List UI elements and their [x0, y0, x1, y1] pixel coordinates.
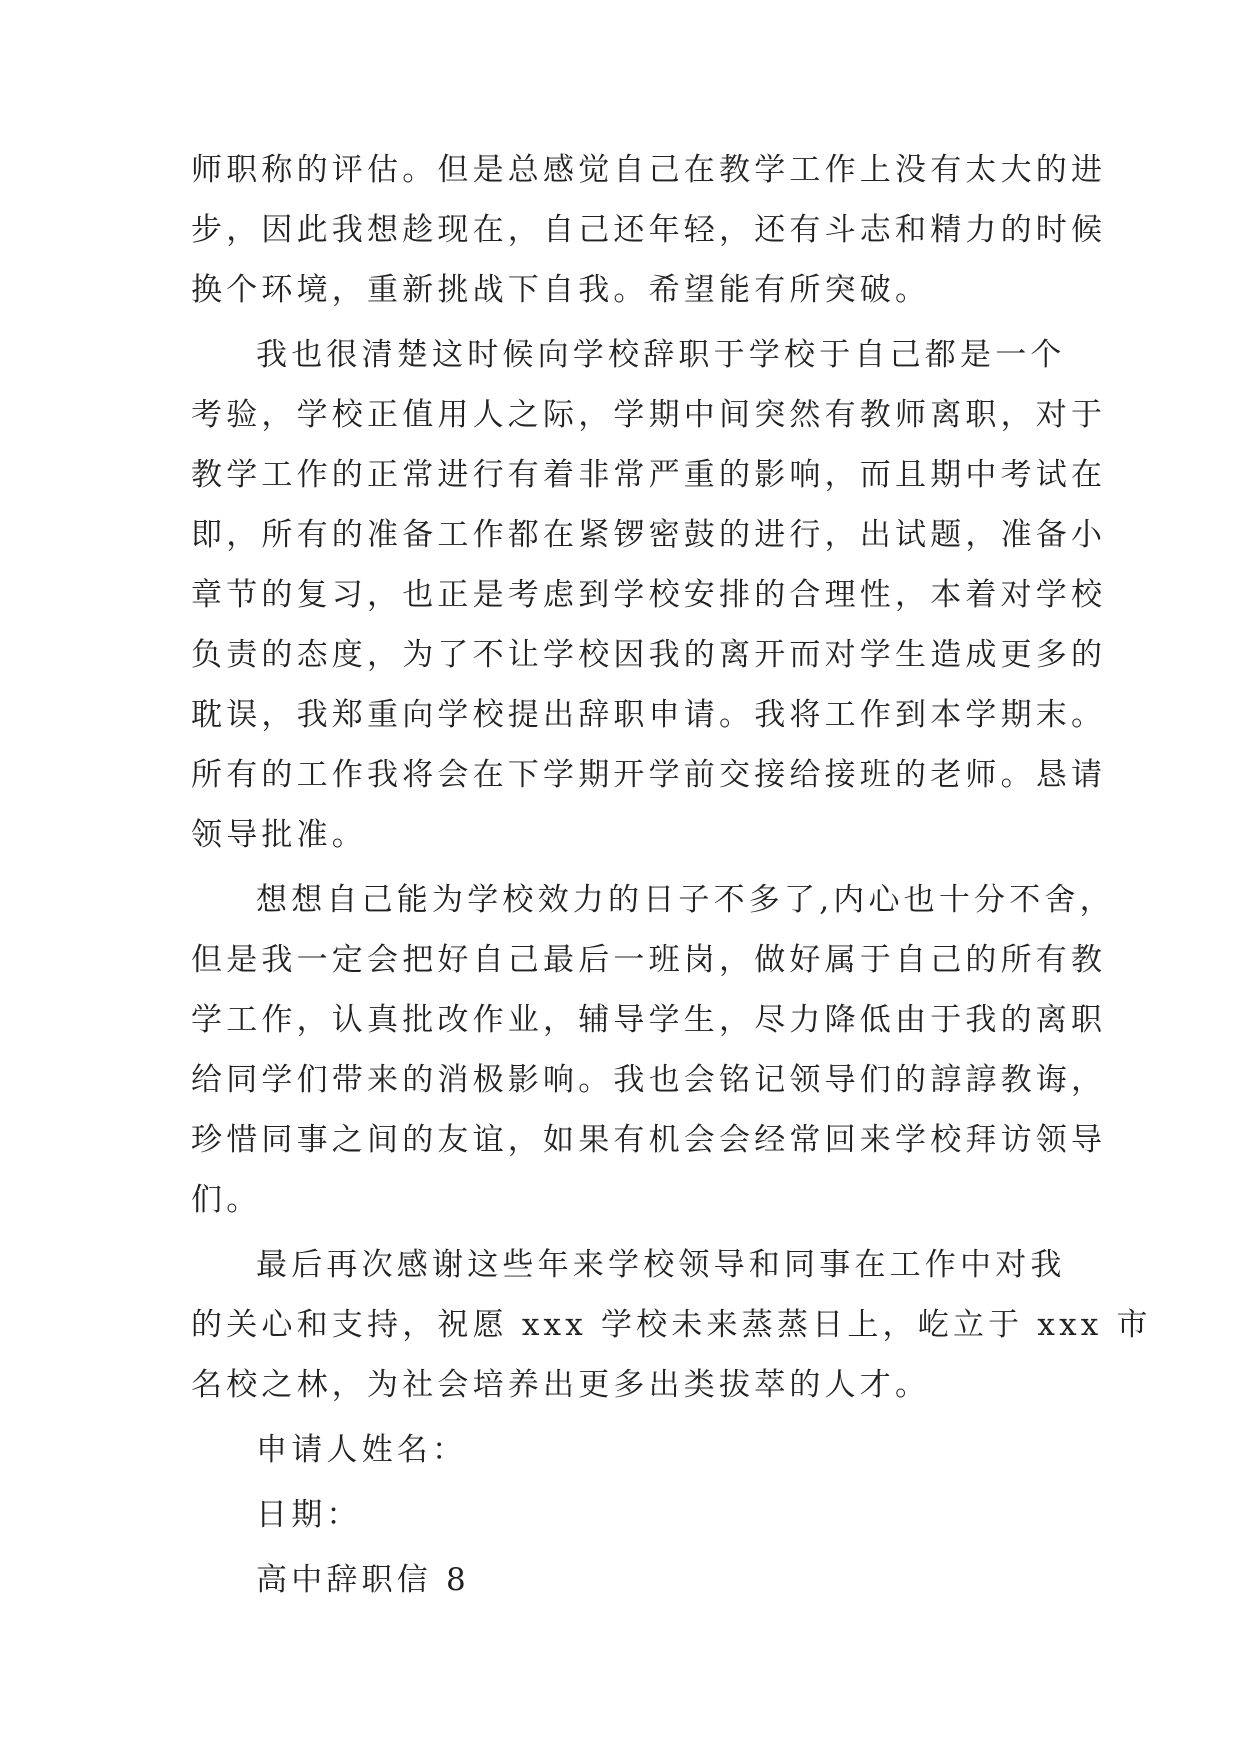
- paragraph-start: 最后再次感谢这些年来学校领导和同事在工作中对我: [256, 1247, 1066, 1283]
- text-line: 师职称的评估。但是总感觉自己在教学工作上没有太大的进: [191, 152, 1107, 188]
- paragraph-start: 想想自己能为学校效力的日子不多了,内心也十分不舍，: [256, 882, 1115, 918]
- date-label: 日期：: [256, 1497, 362, 1533]
- text-line: 给同学们带来的消极影响。我也会铭记领导们的諄諄教诲，: [191, 1062, 1107, 1098]
- text-line: 名校之林，为社会培养出更多出类拔萃的人才。: [191, 1367, 931, 1403]
- text-line: 珍惜同事之间的友谊，如果有机会会经常回来学校拜访领导: [191, 1122, 1107, 1158]
- applicant-name-label: 申请人姓名：: [256, 1432, 468, 1468]
- text-line: 所有的工作我将会在下学期开学前交接给接班的老师。恳请: [191, 757, 1107, 793]
- text-line: 教学工作的正常进行有着非常严重的影响，而且期中考试在: [191, 457, 1107, 493]
- text-line: 但是我一定会把好自己最后一班岗，做好属于自己的所有教: [191, 942, 1107, 978]
- text-line: 负责的态度，为了不让学校因我的离开而对学生造成更多的: [191, 637, 1107, 673]
- text-line: 即，所有的准备工作都在紧锣密鼓的进行，出试题，准备小: [191, 517, 1107, 553]
- section-heading: 高中辞职信 8: [256, 1562, 470, 1598]
- text-line: 考验，学校正值用人之际，学期中间突然有教师离职，对于: [191, 397, 1107, 433]
- text-line: 步，因此我想趁现在，自己还年轻，还有斗志和精力的时候: [191, 212, 1107, 248]
- text-line: 耽误，我郑重向学校提出辞职申请。我将工作到本学期末。: [191, 697, 1107, 733]
- text-line: 换个环境，重新挑战下自我。希望能有所突破。: [191, 272, 931, 308]
- text-line: 学工作，认真批改作业，辅导学生，尽力降低由于我的离职: [191, 1002, 1107, 1038]
- text-line: 们。: [191, 1182, 262, 1218]
- text-line: 的关心和支持，祝愿 xxx 学校未来蒸蒸日上，屹立于 xxx 市: [191, 1307, 1152, 1343]
- text-line: 章节的复习，也正是考虑到学校安排的合理性，本着对学校: [191, 577, 1107, 613]
- paragraph-start: 我也很清楚这时候向学校辞职于学校于自己都是一个: [256, 337, 1066, 373]
- text-line: 领导批准。: [191, 817, 367, 853]
